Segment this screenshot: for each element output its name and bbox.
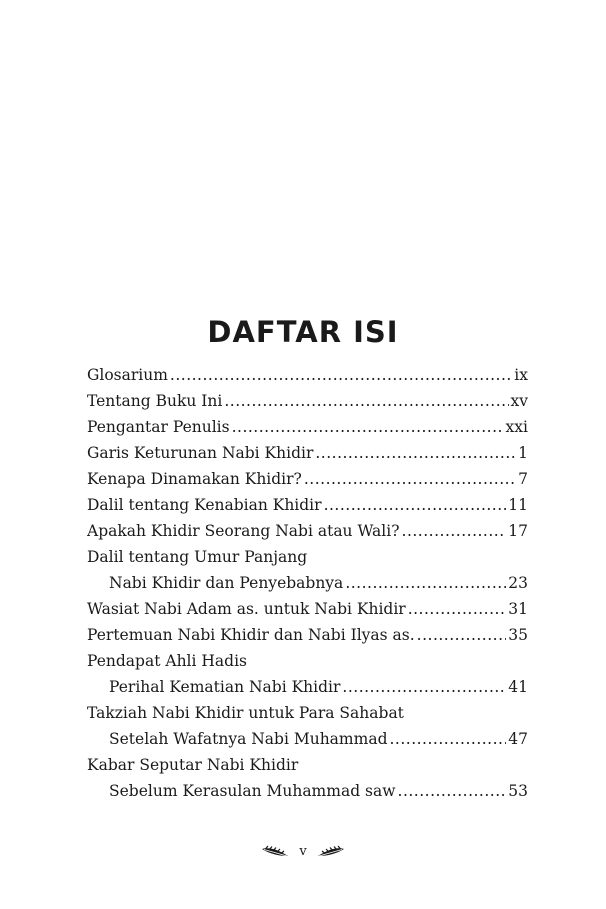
toc-entry[interactable] — [87, 726, 528, 752]
toc-entry[interactable] — [87, 648, 528, 674]
toc-entry[interactable] — [87, 414, 528, 440]
toc-entry-page: 17 — [508, 522, 528, 540]
toc-leader-dots — [398, 778, 507, 804]
toc-leader-dots — [408, 596, 507, 622]
toc-entry[interactable] — [87, 492, 528, 518]
toc-entry-title: Tentang Buku Ini — [87, 392, 223, 410]
toc-entry-page: 41 — [508, 678, 528, 696]
feather-right-icon — [317, 845, 345, 859]
toc-entry-title: Dalil tentang Umur Panjang — [87, 548, 308, 566]
toc-entry-page: 47 — [508, 730, 528, 748]
toc-entry[interactable] — [87, 440, 528, 466]
toc-leader-dots — [170, 362, 512, 388]
toc-entry-page: 11 — [508, 496, 528, 514]
toc-leader-dots — [304, 466, 516, 492]
toc-entry-title: Kenapa Dinamakan Khidir? — [87, 470, 302, 488]
toc-entry-page: 53 — [508, 782, 528, 800]
toc-entry-title: Wasiat Nabi Adam as. untuk Nabi Khidir — [87, 600, 406, 618]
toc-entry-title: Perihal Kematian Nabi Khidir — [109, 678, 341, 696]
toc-entry[interactable] — [87, 388, 528, 414]
toc-entry-title: Pertemuan Nabi Khidir dan Nabi Ilyas as. — [87, 626, 415, 644]
page-title: DAFTAR ISI — [207, 315, 399, 350]
toc-entry-page: xxi — [505, 418, 528, 436]
toc-entry-page: ix — [514, 366, 528, 384]
feather-left-icon — [261, 845, 289, 859]
toc-entry[interactable] — [87, 518, 528, 544]
toc-entry-title: Pendapat Ahli Hadis — [87, 652, 247, 670]
toc-entry[interactable] — [87, 674, 528, 700]
toc-entry-page: 1 — [518, 444, 528, 462]
toc-entry-page: 23 — [508, 574, 528, 592]
table-of-contents — [87, 362, 528, 804]
toc-entry-title: Setelah Wafatnya Nabi Muhammad — [109, 730, 388, 748]
toc-entry-title: Sebelum Kerasulan Muhammad saw — [109, 782, 396, 800]
toc-leader-dots — [390, 726, 507, 752]
toc-entry-title: Apakah Khidir Seorang Nabi atau Wali? — [87, 522, 400, 540]
toc-entry[interactable] — [87, 622, 528, 648]
page-footer — [0, 844, 606, 859]
toc-leader-dots — [402, 518, 507, 544]
toc-entry[interactable] — [87, 778, 528, 804]
toc-entry-page: 35 — [508, 626, 528, 644]
toc-leader-dots — [417, 622, 507, 648]
toc-entry-page: xv — [510, 392, 528, 410]
toc-leader-dots — [232, 414, 504, 440]
toc-entry[interactable] — [87, 596, 528, 622]
toc-entry[interactable] — [87, 700, 528, 726]
toc-entry-title: Takziah Nabi Khidir untuk Para Sahabat — [87, 704, 404, 722]
toc-entry-title: Pengantar Penulis — [87, 418, 230, 436]
toc-entry[interactable] — [87, 752, 528, 778]
toc-leader-dots — [324, 492, 507, 518]
toc-entry-title: Nabi Khidir dan Penyebabnya — [109, 574, 344, 592]
toc-leader-dots — [342, 674, 506, 700]
toc-entry-title: Kabar Seputar Nabi Khidir — [87, 756, 299, 774]
toc-entry-page: 31 — [508, 600, 528, 618]
toc-entry-page: 7 — [518, 470, 528, 488]
toc-entry-title: Garis Keturunan Nabi Khidir — [87, 444, 314, 462]
page-number: v — [299, 844, 307, 859]
toc-entry[interactable] — [87, 362, 528, 388]
toc-leader-dots — [315, 440, 516, 466]
toc-entry-title: Dalil tentang Kenabian Khidir — [87, 496, 322, 514]
toc-entry-title: Glosarium — [87, 366, 168, 384]
toc-leader-dots — [345, 570, 506, 596]
toc-leader-dots — [224, 388, 508, 414]
toc-entry[interactable] — [87, 466, 528, 492]
toc-entry[interactable] — [87, 570, 528, 596]
toc-entry[interactable] — [87, 544, 528, 570]
